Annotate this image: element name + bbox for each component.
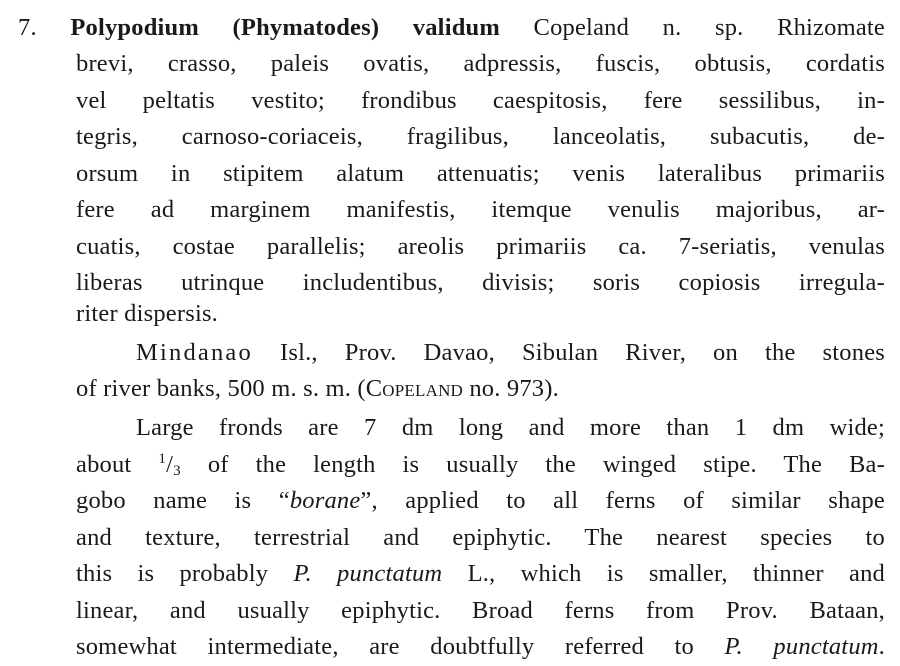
notes-line2-before: about <box>76 451 159 478</box>
notes-line-3 <box>76 483 885 519</box>
collector-name: Copeland <box>365 375 464 402</box>
diagnosis-line-7: liberas utrinque includentibus, divisis; soris copiosis irregula- <box>76 269 885 296</box>
locality-rest: Isl., Prov. Davao, Sibulan River, on the stones <box>280 339 886 366</box>
locality-island: Mindanao <box>136 339 253 366</box>
fraction-denominator: 3 <box>173 463 181 479</box>
fraction-numerator: 1 <box>158 451 167 467</box>
locality-line2-before: of river banks, 500 m. s. m. ( <box>76 375 366 402</box>
fraction: $^1/_3$ <box>158 451 181 479</box>
locality-line-2 <box>76 371 885 407</box>
notes-line-6: linear, and usually epiphytic. Broad ferns from Prov. Bataan, <box>76 597 885 624</box>
native-name: borane <box>289 487 361 514</box>
diagnosis-line-0: Rhizomate <box>777 14 885 41</box>
heading-line <box>18 10 885 46</box>
notes-line-5 <box>76 556 885 592</box>
diagnosis-line-4: orsum in stipitem alatum attenuatis; venis lateralibus primariis <box>76 160 885 187</box>
diagnosis-line-6: cuatis, costae parallelis; areolis primariis ca. 7-seriatis, venulas <box>76 233 885 260</box>
species-name: Polypodium (Phymatodes) validum <box>70 14 500 41</box>
notes-line-1: Large fronds are 7 dm long and more than 1 dm wide; <box>136 414 885 441</box>
notes-line-7 <box>76 629 885 665</box>
locality-line-1 <box>136 335 885 371</box>
notes-line5-before: this is probably <box>76 560 294 587</box>
species-author: Copeland n. sp. <box>533 14 744 41</box>
diagnosis-line-5: fere ad marginem manifestis, itemque venulis majoribus, ar- <box>76 196 885 223</box>
reference-species-1: P. punctatum <box>293 560 443 587</box>
diagnosis-line-1: brevi, crasso, paleis ovatis, adpressis, fuscis, obtusis, cordatis <box>76 50 885 77</box>
reference-species-2: P. punctatum <box>724 633 879 660</box>
notes-line-2 <box>76 447 885 483</box>
notes-line3-after: ”, applied to all ferns of similar shape <box>360 487 885 514</box>
notes-line7-before: somewhat intermediate, are doubtfully referred to <box>76 633 725 660</box>
diagnosis-line-2: vel peltatis vestito; frondibus caespitosis, fere sessilibus, in- <box>76 87 885 114</box>
notes-line3-before: gobo name is “ <box>76 487 290 514</box>
notes-line2-after: of the length is usually the winged stipe. The Ba- <box>180 451 885 478</box>
entry-number: 7. <box>18 14 37 41</box>
notes-line5-after: L., which is smaller, thinner and <box>442 560 885 587</box>
notes-line-4: and texture, terrestrial and epiphytic. The nearest species to <box>76 524 885 551</box>
diagnosis-line-8: riter dispersis. <box>76 300 219 327</box>
locality-line2-after: no. 973). <box>463 375 559 402</box>
notes-line7-after: . <box>878 633 885 660</box>
diagnosis-line-3: tegris, carnoso-coriaceis, fragilibus, lanceolatis, subacutis, de- <box>76 123 885 150</box>
